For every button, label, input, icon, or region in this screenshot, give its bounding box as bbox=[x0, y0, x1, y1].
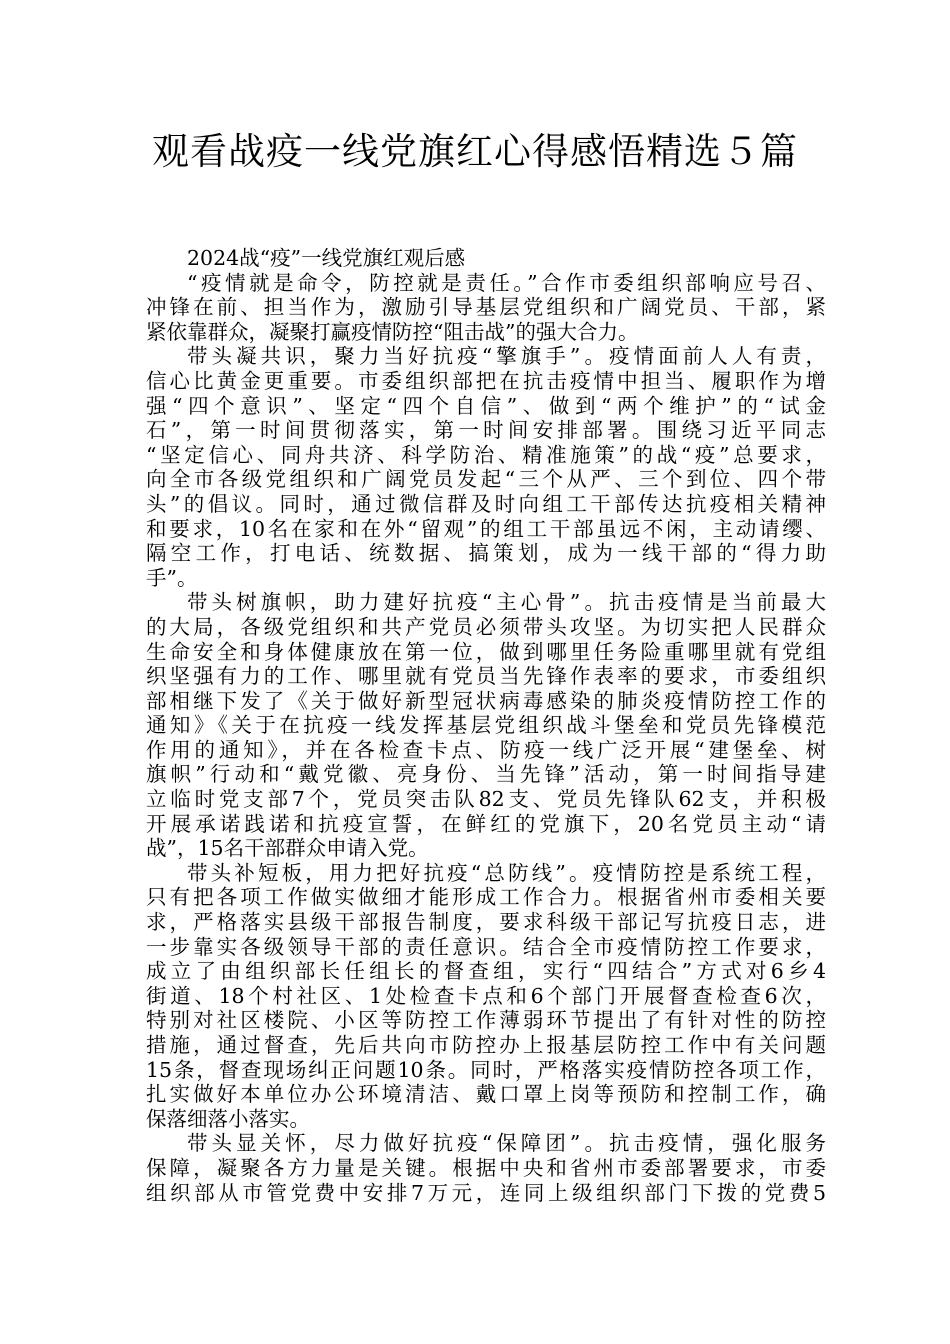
text-line: 求，严格落实县级干部报告制度，要求科级干部记写抗疫日志，进 bbox=[146, 910, 826, 935]
text-line: 带头树旗帜，助力建好抗疫“主心骨”。抗击疫情是当前最大 bbox=[187, 590, 826, 615]
text-line: 立临时党支部7个，党员突击队82支、党员先锋队62支，并积极 bbox=[146, 787, 826, 812]
text-line: 强“四个意识”、坚定“四个自信”、做到“两个维护”的“试金 bbox=[146, 393, 826, 418]
text-line: 成立了由组织部长任组长的督查组，实行“四结合”方式对6乡4 bbox=[146, 959, 826, 984]
text-line: 向全市各级党组织和广阔党员发起“三个从严、三个到位、四个带 bbox=[146, 467, 826, 492]
text-line: 冲锋在前、担当作为，激励引导基层党组织和广阔党员、干部，紧 bbox=[146, 295, 826, 320]
text-line: 街道、18个村社区、1处检查卡点和6个部门开展督查检查6次， bbox=[146, 983, 826, 1008]
text-line: 15条，督查现场纠正问题10条。同时，严格落实疫情防控各项工作， bbox=[146, 1057, 826, 1082]
text-line: 组织部从市管党费中安排7万元，连同上级组织部门下拨的党费5 bbox=[146, 1180, 826, 1205]
text-line: 战”，15名干部群众申请入党。 bbox=[146, 836, 429, 861]
text-line: 头”的倡议。同时，通过微信群及时向组工干部传达抗疫相关精神 bbox=[146, 491, 826, 516]
text-line: 信心比黄金更重要。市委组织部把在抗击疫情中担当、履职作为增 bbox=[146, 368, 826, 393]
text-line: 带头凝共识，聚力当好抗疫“擎旗手”。疫情面前人人有责， bbox=[187, 344, 826, 369]
text-line: “疫情就是命令，防控就是责任。”合作市委组织部响应号召、 bbox=[187, 270, 826, 295]
text-line: 通知》《关于在抗疫一线发挥基层党组织战斗堡垒和党员先锋模范 bbox=[146, 713, 826, 738]
text-line: 作用的通知》，并在各检查卡点、防疫一线广泛开展“建堡垒、树 bbox=[146, 737, 826, 762]
text-line: 开展承诺践诺和抗疫宣誓，在鲜红的党旗下，20名党员主动“请 bbox=[146, 811, 826, 836]
text-line: 保障，凝聚各方力量是关键。根据中央和省州市委部署要求，市委 bbox=[146, 1155, 826, 1180]
text-line: 只有把各项工作做实做细才能形成工作合力。根据省州市委相关要 bbox=[146, 885, 826, 910]
text-line: 保落细落小落实。 bbox=[146, 1106, 310, 1131]
text-line: 手”。 bbox=[146, 565, 198, 590]
text-line: 部相继下发了《关于做好新型冠状病毒感染的肺炎疫情防控工作的 bbox=[146, 688, 826, 713]
text-line: 石”，第一时间贯彻落实，第一时间安排部署。围绕习近平同志 bbox=[146, 418, 826, 443]
document-title: 观看战疫一线党旗红心得感悟精选５篇 bbox=[152, 130, 798, 173]
text-line: 带头补短板，用力把好抗疫“总防线”。疫情防控是系统工程， bbox=[187, 860, 826, 885]
text-line: 2024战“疫”一线党旗红观后感 bbox=[187, 246, 466, 270]
text-line: 措施，通过督查，先后共向市防控办上报基层防控工作中有关问题 bbox=[146, 1033, 826, 1057]
text-line: 和要求，10名在家和在外“留观”的组工干部虽远不闲，主动请缨、 bbox=[146, 516, 826, 541]
text-line: 隔空工作，打电话、统数据、搞策划，成为一线干部的“得力助 bbox=[146, 541, 826, 566]
text-line: 织坚强有力的工作、哪里就有党员当先锋作表率的要求，市委组织 bbox=[146, 664, 826, 689]
text-line: 特别对社区楼院、小区等防控工作薄弱环节提出了有针对性的防控 bbox=[146, 1008, 826, 1033]
document-body bbox=[146, 246, 826, 1205]
text-line: 一步靠实各级领导干部的责任意识。结合全市疫情防控工作要求， bbox=[146, 934, 826, 959]
text-line: 紧依靠群众，凝聚打赢疫情防控“阻击战”的强大合力。 bbox=[146, 319, 639, 344]
text-line: 带头显关怀，尽力做好抗疫“保障团”。抗击疫情，强化服务 bbox=[187, 1131, 826, 1156]
text-line: 的大局，各级党组织和共产党员必须带头攻坚。为切实把人民群众 bbox=[146, 614, 826, 639]
text-line: “坚定信心、同舟共济、科学防治、精准施策”的战“疫”总要求， bbox=[146, 442, 826, 467]
text-line: 旗帜”行动和“戴党徽、亮身份、当先锋”活动，第一时间指导建 bbox=[146, 762, 826, 787]
text-line: 扎实做好本单位办公环境清洁、戴口罩上岗等预防和控制工作，确 bbox=[146, 1082, 826, 1107]
text-line: 生命安全和身体健康放在第一位，做到哪里任务险重哪里就有党组 bbox=[146, 639, 826, 664]
